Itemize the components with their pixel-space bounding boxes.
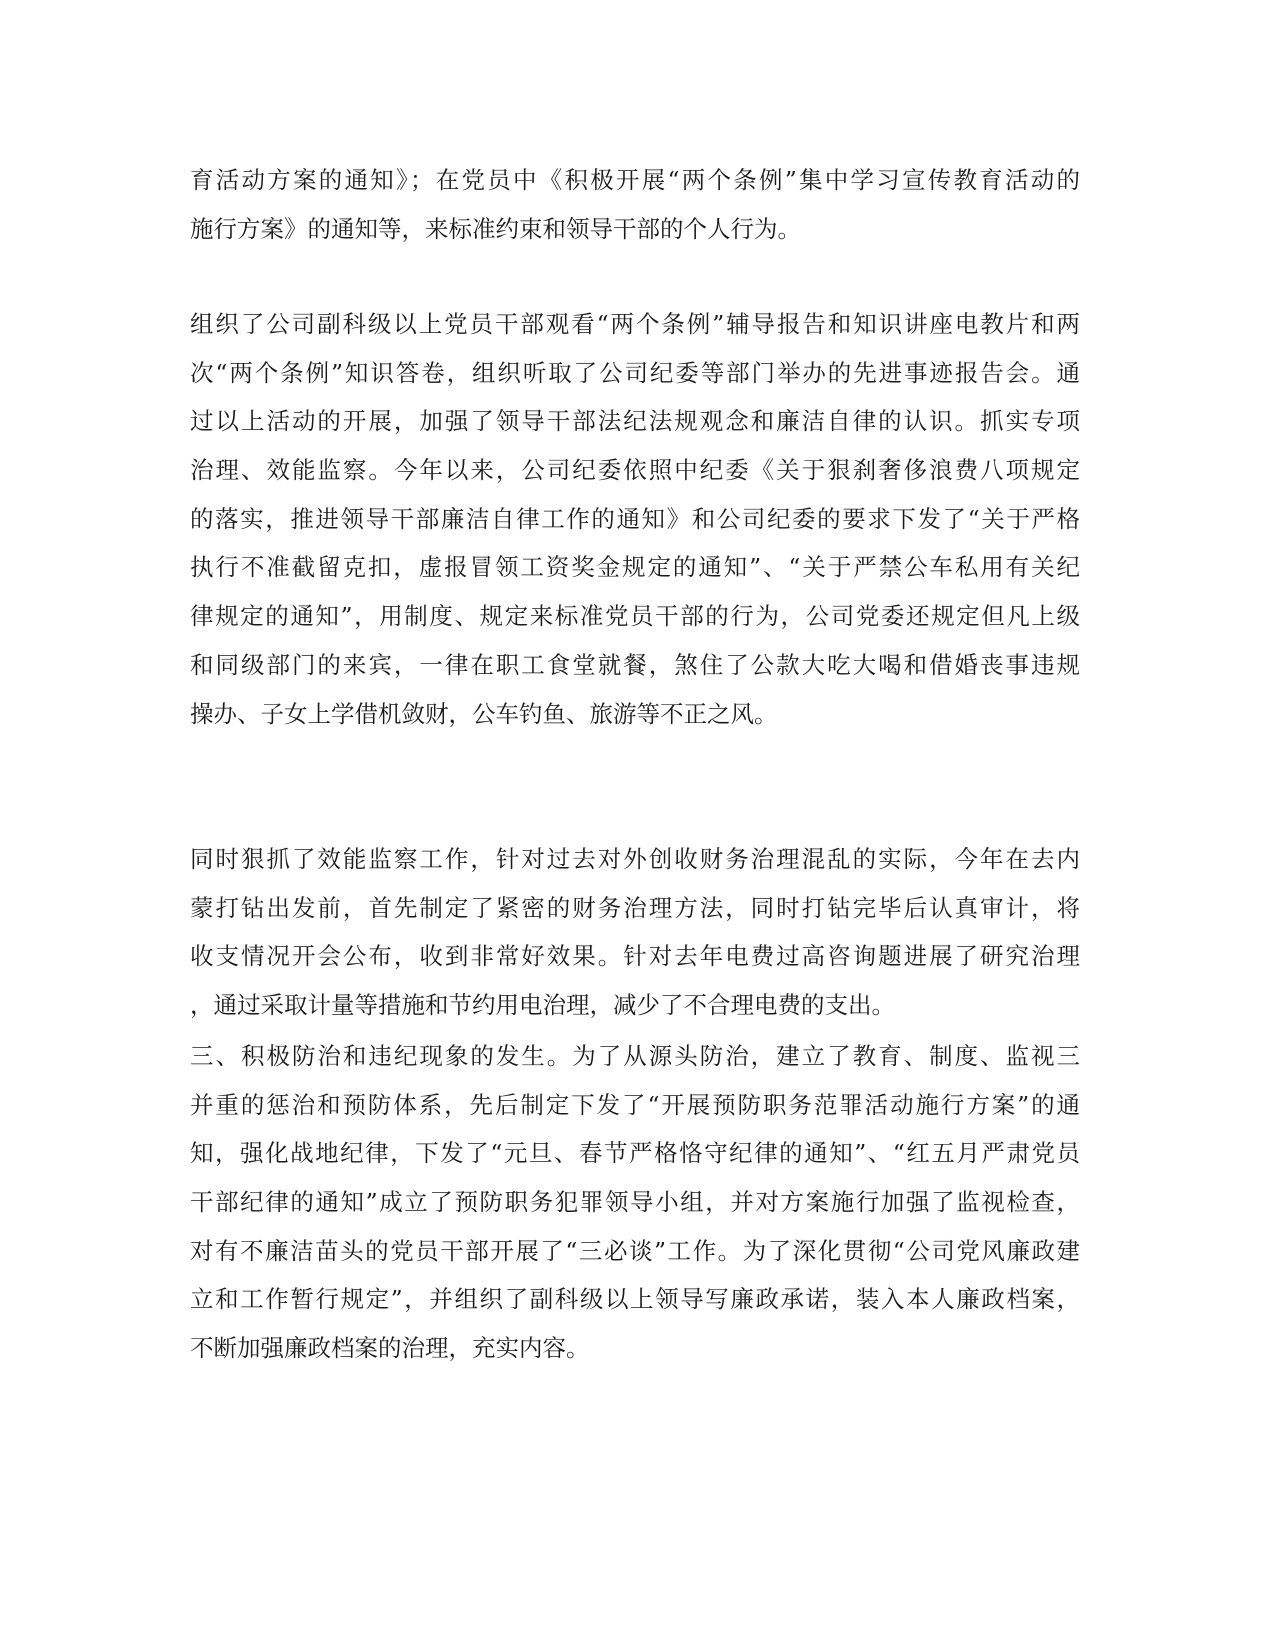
text-line: 不断加强廉政档案的治理，充实内容。 xyxy=(190,1334,590,1363)
text-line: 三、积极防治和违纪现象的发生。为了从源头防治，建立了教育、制度、监视三 xyxy=(190,1042,1080,1070)
text-line: 次“两个条例”知识答卷，组织听取了公司纪委等部门举办的先进事迹报告会。通 xyxy=(190,358,1080,387)
text-line: 组织了公司副科级以上党员干部观看“两个条例”辅导报告和知识讲座电教片和两 xyxy=(190,310,1080,338)
paragraph-2 xyxy=(190,300,1080,738)
text-line: 律规定的通知”，用制度、规定来标准党员干部的行为，公司党委还规定但凡上级 xyxy=(190,602,1080,631)
text-line: 过以上活动的开展，加强了领导干部法纪法规观念和廉洁自律的认识。抓实专项 xyxy=(190,407,1080,436)
text-line: 操办、子女上学借机敛财，公车钓鱼、旅游等不正之风。 xyxy=(190,699,778,728)
paragraph-1 xyxy=(190,156,1080,253)
paragraph-4 xyxy=(190,1032,1080,1373)
text-line: 育活动方案的通知》；在党员中《积极开展“两个条例”集中学习宣传教育活动的 xyxy=(190,166,1080,194)
text-line: 知，强化战地纪律，下发了“元旦、春节严格恪守纪律的通知”、“红五月严肃党员 xyxy=(190,1139,1080,1168)
paragraph-3 xyxy=(190,835,1080,1030)
text-line: 对有不廉洁苗头的党员干部开展了“三必谈”工作。为了深化贯彻“公司党风廉政建 xyxy=(190,1236,1080,1265)
text-line: ，通过采取计量等措施和节约用电治理，减少了不合理电费的支出。 xyxy=(190,991,895,1020)
text-line: 立和工作暂行规定”，并组织了副科级以上领导写廉政承诺，装入本人廉政档案， xyxy=(190,1285,1080,1314)
text-line: 同时狠抓了效能监察工作，针对过去对外创收财务治理混乱的实际，今年在去内 xyxy=(190,845,1080,873)
text-line: 蒙打钻出发前，首先制定了紧密的财务治理方法，同时打钻完毕后认真审计，将 xyxy=(190,893,1080,922)
text-line: 执行不准截留克扣，虚报冒领工资奖金规定的通知”、“关于严禁公车私用有关纪 xyxy=(190,553,1080,582)
text-line: 的落实，推进领导干部廉洁自律工作的通知》和公司纪委的要求下发了“关于严格 xyxy=(190,504,1080,533)
text-line: 施行方案》的通知等，来标准约束和领导干部的个人行为。 xyxy=(190,214,801,243)
text-line: 收支情况开会公布，收到非常好效果。针对去年电费过高咨询题进展了研究治理 xyxy=(190,942,1080,971)
text-line: 干部纪律的通知”成立了预防职务犯罪领导小组，并对方案施行加强了监视检查， xyxy=(190,1188,1080,1217)
text-line: 和同级部门的来宾，一律在职工食堂就餐，煞住了公款大吃大喝和借婚丧事违规 xyxy=(190,650,1080,679)
text-line: 并重的惩治和预防体系，先后制定下发了“开展预防职务范罪活动施行方案”的通 xyxy=(190,1090,1080,1119)
text-line: 治理、效能监察。今年以来，公司纪委依照中纪委《关于狠刹奢侈浪费八项规定 xyxy=(190,456,1080,485)
